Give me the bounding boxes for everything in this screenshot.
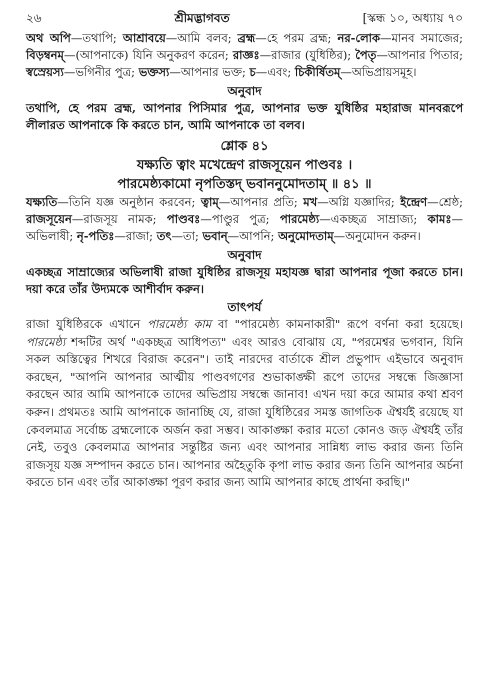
synonym-word: পাণ্ডবঃ [166,212,201,227]
translation-heading: অনুবাদ [227,83,262,98]
synonym-word: যক্ষ্যতি [26,195,58,210]
synonym-word: ভবান্ [202,229,228,244]
purport-heading: তাৎপর্য [227,300,262,315]
section-reference: [স্কন্ধ ১০, অধ্যায় ৭০ [362,11,463,25]
page-header [26,10,463,30]
synonym-word: রাজ্ঞঃ [232,48,260,63]
verse-line-1: যক্ষ্যতি ত্বাং মখেন্দ্রেণ রাজসূয়েন পাণ্ডবঃ । [136,158,353,174]
purport-segment: বা "পারমেষ্ঠ্য কামনাকারী" রূপে বর্ণনা করা হয়েছে। [211,317,463,332]
verse-line-2: পারমেষ্ঠ্যকামো নৃপতিস্তদ্ ভবাননুমোদতাম্ ॥ ৪১ ॥ [117,177,372,193]
synonym-meaning: —তিনি যজ্ঞ অনুষ্ঠান করবেন; [57,195,201,210]
synonym-word: স্বস্রেয়স্য [26,65,64,80]
purport-segment: পারমেষ্ঠ্য কাম [147,317,212,332]
synonym-word: চিকীর্ষিতম্ [294,65,341,80]
synonym-meaning: —পাণ্ডুর পুত্র; [200,212,280,227]
purport-text [26,316,463,492]
synonym-meaning: —মানব সমাজের; [380,31,464,45]
synonym-word: তৎ [156,229,172,244]
synonym-meaning: —রাজসূয় নামক; [71,212,167,227]
synonyms-block-40 [26,30,463,82]
synonym-word: নৃ-পতিঃ [76,229,115,244]
synonym-word: পারমেষ্ঠ্য [279,212,320,227]
synonym-word: বিড়ম্বনম্ [26,48,64,63]
purport-segment: শব্দটির অর্থ "একচ্ছত্র আধিপত্য" এবং আরও বোঝায় যে, "পরমেশ্বর ভগবান, যিনি সকল অস্তিত্বের শিখরে বিরাজ করেন"। তাই নারদের বার্তাকে শ্রীল প্রভুপাদ এইভাবে অনুবাদ করছেন, "আপনি আপনার আত্মীয় পাণ্ডবগণের শুভাকাঙ্ক্ষী রূপে তাদের সম্বন্ধে জিজ্ঞাসা করছেন আর আমি আপনাকে তাদের অভিপ্রায় সম্বন্ধে জানাব! এখন দয়া করে আমার কথা শ্রবণ করুন। প্রথমতঃ আমি আপনাকে জানাচ্ছি যে, রাজা যুধিষ্ঠিরের সমস্ত জাগতিক ঐশ্বর্যই রয়েছে যা কেবলমাত্র সর্বোচ্চ ব্রহ্মলোকে অর্জন করা সম্ভব। আকাঙ্ক্ষা করার মতো কোনও জড় ঐশ্বর্যই তাঁর নেই, তবুও কেবলমাত্র আপনার সন্তুষ্টির জন্য এবং আপনার সান্নিধ্য লাভ করার জন্য তিনি রাজসূয় যজ্ঞ সম্পাদন করতে চান। আপনার অহৈতুকি কৃপা লাভ করার জন্য তিনি আপনার অর্চনা করতে চান এবং তাঁর আকাঙ্ক্ষা পূরণ করার জন্য আমি আপনার কাছে প্রার্থনা করছি।" [26,334,463,490]
synonyms-block-41 [26,194,463,246]
synonym-meaning: —অভিলাষী; [26,212,463,244]
synonym-meaning: —আপনার প্রতি; [218,195,304,210]
synonym-word: কামঃ [427,212,452,227]
synonym-word: ব্রহ্ম [237,31,256,45]
synonym-meaning: —আপনার ভক্ত; [169,65,250,80]
purport-segment: পারমেষ্ঠ্য [26,334,66,349]
synonym-word: মখ [303,195,318,210]
synonym-word: ইন্দ্রেণ [400,195,428,210]
synonym-word: পৈতৃ [355,48,377,63]
synonym-word: অনুমোদতাম্ [278,229,334,244]
synonym-meaning: —তথাপি; [70,31,123,45]
synonym-word: ভক্তস্য [138,65,170,80]
synonym-meaning: —আপনার পিতার; [376,48,463,63]
synonym-meaning: —হে পরম ব্রহ্ম; [255,31,338,45]
translation-40: তথাপি, হে পরম ব্রহ্ম, আপনার পিসিমার পুত্র, আপনার ভক্ত যুধিষ্ঠির মহারাজ মানবরূপে লীলারত আপনাকে কি করতে চান, আমি আপনাকে তা বলব। [26,100,463,132]
page-number: ২৬ [26,11,42,25]
synonym-meaning: —একচ্ছত্র সাম্রাজ্য; [319,212,428,227]
synonym-meaning: —তা; [171,229,203,244]
synonym-word: আশ্রাবয়ে [122,31,166,45]
synonym-word: নর-লোক [337,31,381,45]
synonym-meaning: —ভগিনীর পুত্র; [63,65,139,80]
synonym-word: রাজসূয়েন [26,212,72,227]
synonym-meaning: —আমি বলব; [165,31,238,45]
synonym-meaning: —(আপনাকে) যিনি অনুকরণ করেন; [63,48,233,63]
verse-number-heading: শ্লোক ৪১ [220,139,269,155]
synonym-meaning: —রাজা; [114,229,157,244]
synonym-meaning: —এবং; [255,65,295,80]
synonym-meaning: —রাজার (যুধিষ্ঠির); [259,48,356,63]
translation-heading-41: অনুবাদ [227,247,262,262]
translation-41: একচ্ছত্র সাম্রাজ্যের অভিলাষী রাজা যুধিষ্ঠির রাজসূয় মহাযজ্ঞ দ্বারা আপনার পূজা করতে চান। দয়া করে তাঁর উদ্যমকে আশীর্বাদ করুন। [26,264,463,296]
synonym-word: চ [249,65,256,80]
synonym-word: অথ অপি [26,31,71,45]
synonym-meaning: —অনুমোদন করুন। [333,229,421,244]
synonym-meaning: —অভিপ্রায়সমূহ। [340,65,417,80]
synonym-word: ত্বাম্ [200,195,219,210]
book-title: শ্রীমদ্ভাগবত [174,11,230,25]
synonym-meaning: —শ্রেষ্ঠ; [427,195,464,210]
synonym-meaning: —অগ্নি যজ্ঞাদির; [317,195,401,210]
synonym-meaning: —আপনি; [227,229,279,244]
purport-segment: রাজা যুধিষ্ঠিরকে এখানে [26,317,148,332]
